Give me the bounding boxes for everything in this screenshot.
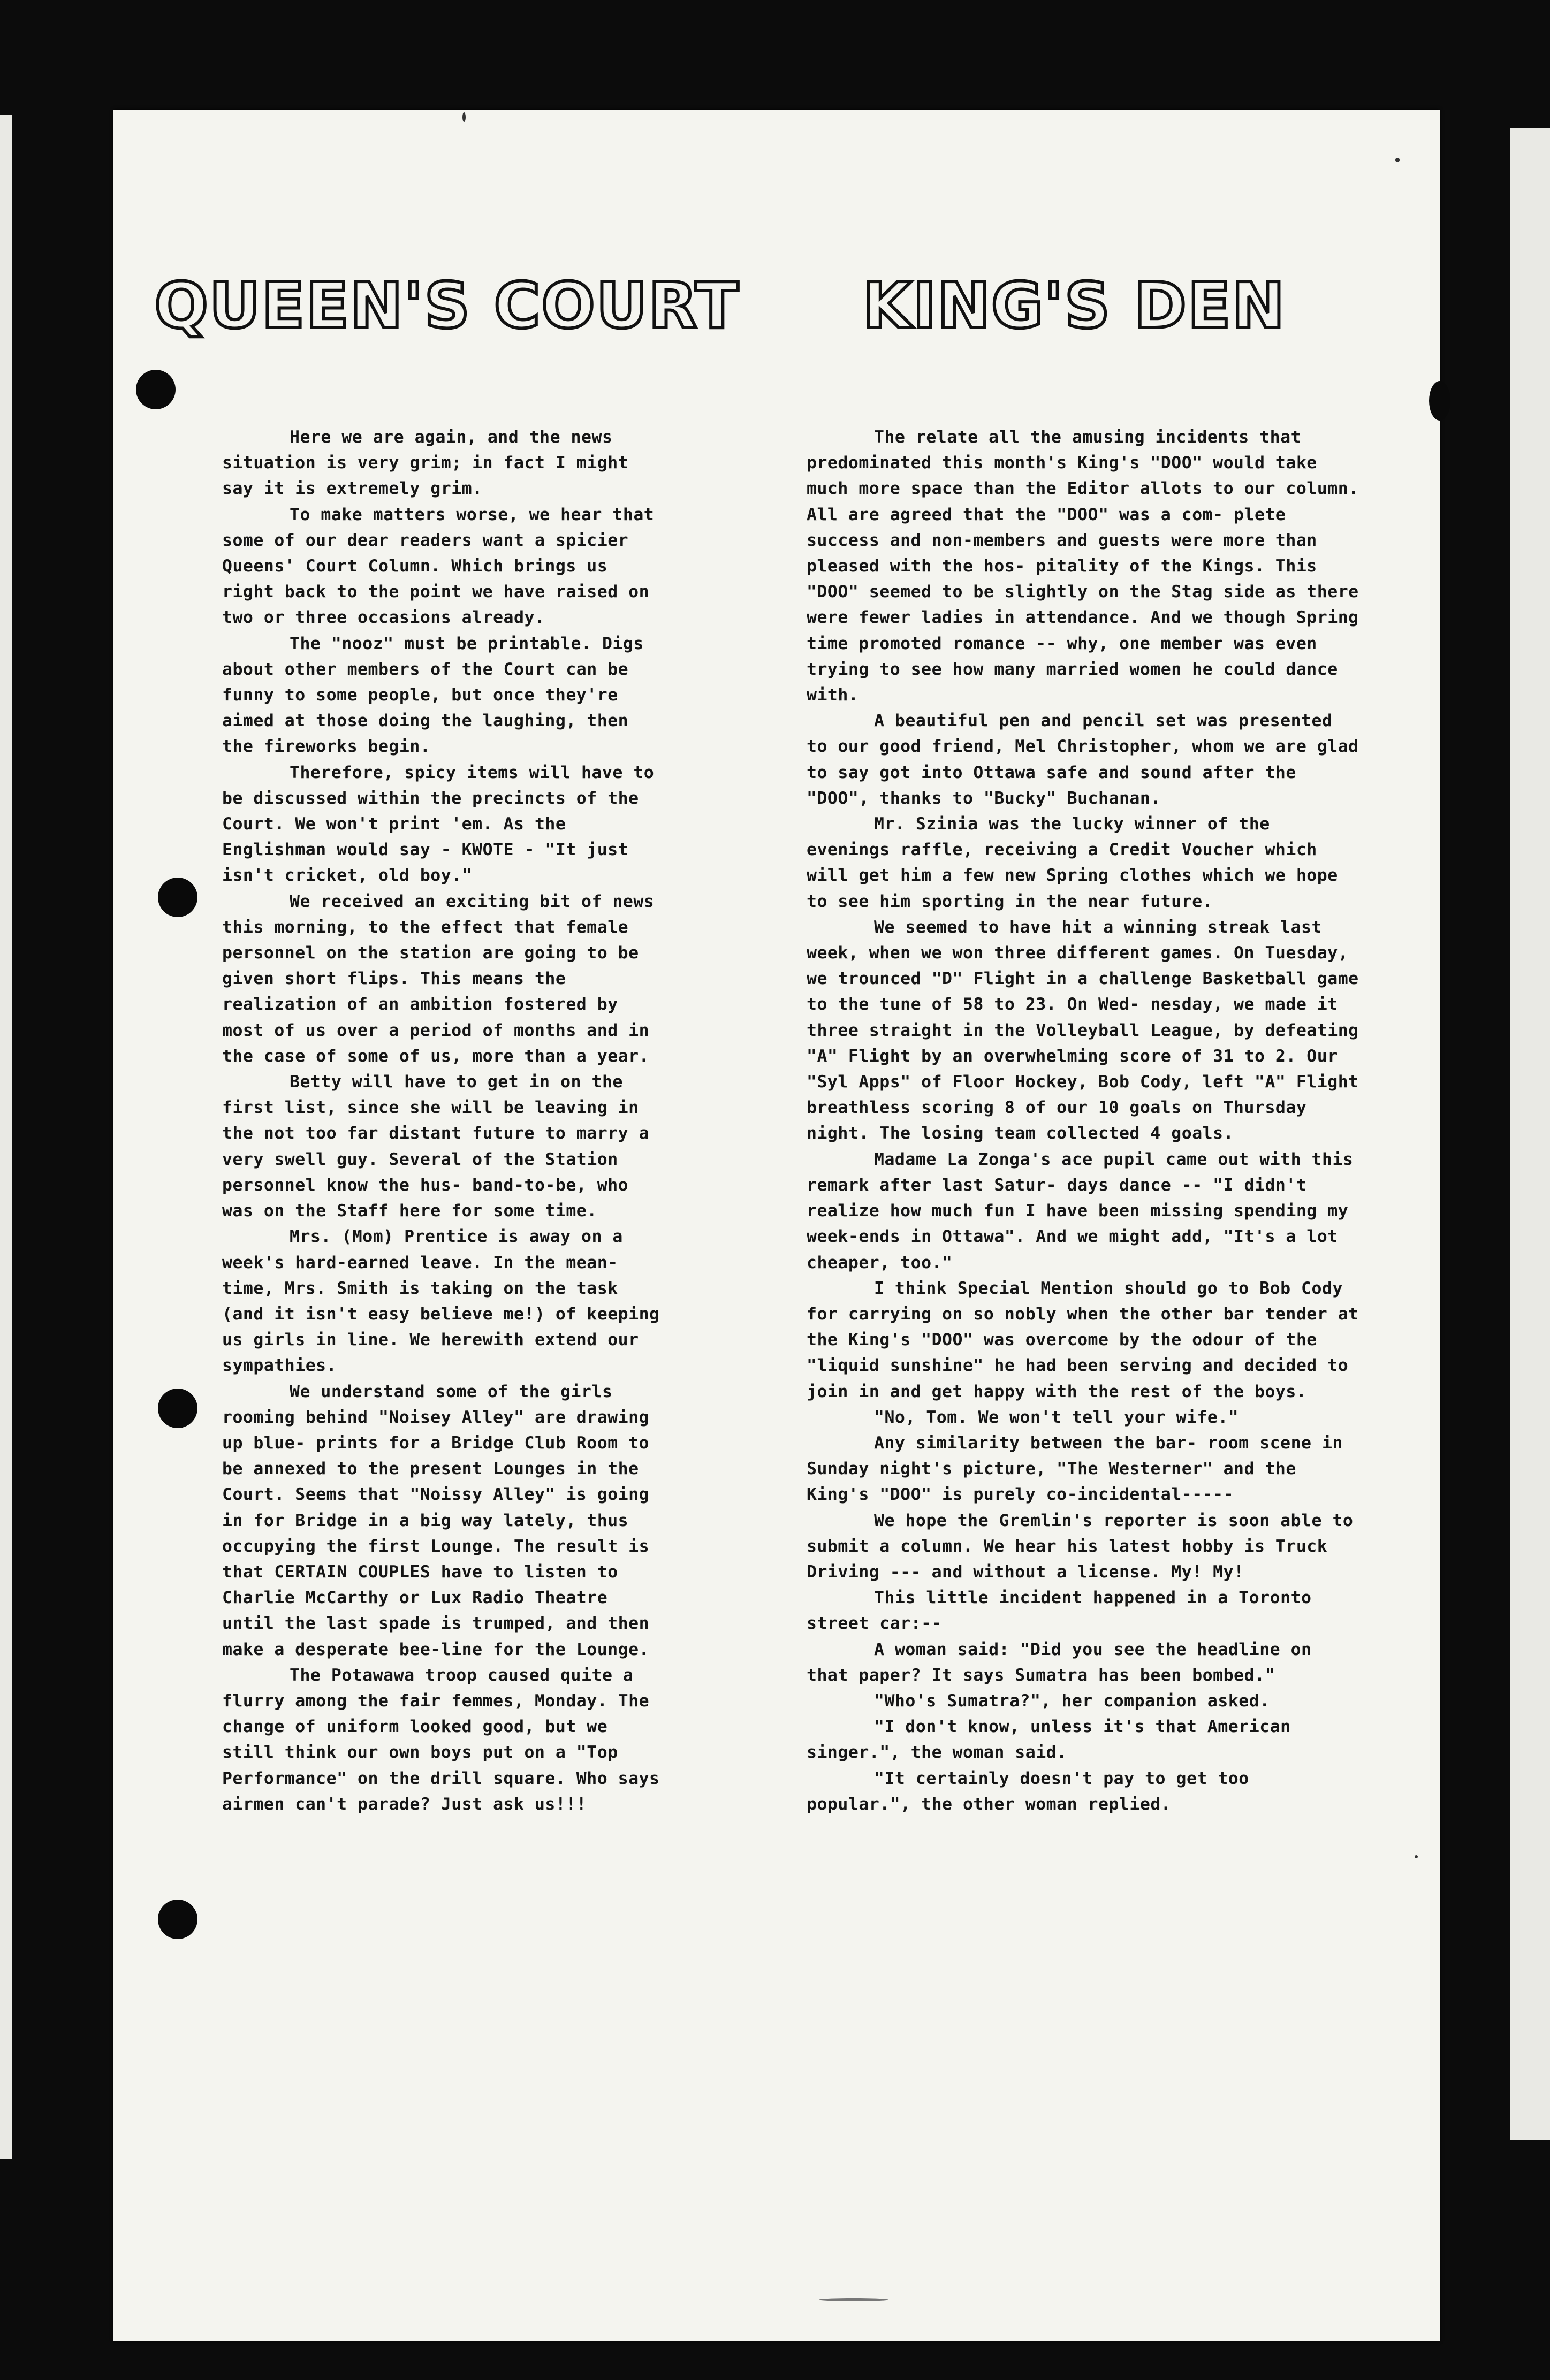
svg-text:QUEEN'S COURT: QUEEN'S COURT (154, 269, 740, 342)
queens-court-lettering (154, 228, 740, 378)
binder-hole (158, 1389, 197, 1428)
kings-den-paragraph: This little incident happened in a Toronto street car:-- (807, 1588, 1322, 1634)
kings-den-paragraph: We seemed to have hit a winning streak last week, when we won three different games. On Tuesday, we trounced "D" Flight in a challenge Basketball game to the tune of 58 to 23. On Wed- nesday, we made it three straight in the Volleyball League, by defeating "A" Flight by an overwhelming score of 31 to 2. Our "Syl Apps" of Floor Hockey, Bob Cody, left "A" Flight breathless scoring 8 of our 10 goals on Thursday night. The losing team collected 4 goals. (807, 917, 1370, 1143)
kings-den-paragraph: A beautiful pen and pencil set was presented to our good friend, Mel Christopher, whom we are glad to say got into Ottawa safe and sound after the "DOO", thanks to "Bucky" Buchanan. (807, 711, 1370, 808)
speck (819, 2298, 888, 2301)
speck (1395, 158, 1400, 162)
speck (1415, 1855, 1418, 1858)
right-page-edge (1510, 128, 1550, 2140)
binder-hole (158, 878, 197, 917)
kings-den-paragraph: "No, Tom. We won't tell your wife." (874, 1407, 1239, 1427)
queens-court-paragraph: The "nooz" must be printable. Digs about other members of the Court can be funny to some people, but once they're aimed at those doing the laughing, then the fireworks begin. (222, 634, 655, 757)
queens-court-paragraph: We understand some of the girls rooming behind "Noisey Alley" are drawing up blue- prints for a Bridge Club Room to be annexed to the present Lounges in the Court. Seems that "Noissy Alley" is going in for Bridge in a big way lately, thus occupying the first Lounge. The result is that CERTAIN COUPLES have to listen to Charlie McCarthy or Lux Radio Theatre until the last spade is trumped, and then make a desperate bee-line for the Lounge. (222, 1382, 660, 1659)
queens-court-heading (154, 228, 740, 378)
document-page (113, 110, 1440, 2341)
queens-court-paragraph: Here we are again, and the news situation is very grim; in fact I might say it is extremely grim. (222, 428, 639, 499)
kings-den-paragraph: Any similarity between the bar- room scene in Sunday night's picture, "The Westerner" and the King's "DOO" is purely co-incidental----- (807, 1433, 1354, 1505)
queens-court-paragraph: Therefore, spicy items will have to be discussed within the precincts of the Court. We won't print 'em. As the Englishman would say - KWOTE - "It just isn't cricket, old boy." (222, 762, 665, 886)
kings-den-paragraph: "It certainly doesn't pay to get too popular.", the other woman replied. (807, 1768, 1260, 1814)
kings-den-paragraph: Madame La Zonga's ace pupil came out with this remark after last Satur- days dance -- "I didn't realize how much fun I have been missing spending my week-ends in Ottawa". And we might add, "It's a lot cheaper, too." (807, 1149, 1364, 1272)
binder-hole (1429, 381, 1450, 421)
speck (462, 112, 466, 122)
kings-den-paragraph: I think Special Mention should go to Bob Cody for carrying on so nobly when the other bar tender at the King's "DOO" was overcome by the odour of the "liquid sunshine" he had been serving and decided to join in and get happy with the rest of the boys. (807, 1278, 1370, 1401)
queens-court-paragraph: We received an exciting bit of news this morning, to the effect that female personnel on the station are going to be given short flips. This means the realization of an ambition fostered by most of us over a period of months and in the case of some of us, more than a year. (222, 891, 665, 1066)
kings-den-heading (807, 228, 1342, 378)
queens-court-paragraph: Betty will have to get in on the first list, since she will be leaving in the not too far distant future to marry a very swell guy. Several of the Station personnel know the hus- band-to-be, who was on the Staff here for some time. (222, 1072, 660, 1221)
kings-den-column (807, 424, 1370, 2201)
left-page-edge (0, 115, 12, 2159)
kings-den-paragraph: "I don't know, unless it's that American singer.", the woman said. (807, 1717, 1302, 1763)
kings-den-paragraph: We hope the Gremlin's reporter is soon able to submit a column. We hear his latest hobby is Truck Driving --- and without a license. My! My! (807, 1511, 1364, 1582)
kings-den-lettering (807, 228, 1342, 378)
queens-court-paragraph: Mrs. (Mom) Prentice is away on a week's hard-earned leave. In the mean-time, Mrs. Smith is taking on the task (and it isn't easy believe me!) of keeping us girls in line. We herewith extend our sympathies. (222, 1227, 670, 1376)
binder-hole (136, 370, 176, 409)
binder-hole (158, 1900, 197, 1939)
queens-court-paragraph: To make matters worse, we hear that some of our dear readers want a spicier Queens' Court Column. Which brings us right back to the point we have raised on two or three occasions already. (222, 505, 665, 628)
queens-court-column (222, 424, 670, 2201)
kings-den-paragraph: Mr. Szinia was the lucky winner of the evenings raffle, receiving a Credit Voucher which will get him a few new Spring clothes which we hope to see him sporting in the near future. (807, 814, 1349, 911)
kings-den-paragraph: A woman said: "Did you see the headline on that paper? It says Sumatra has been bombed." (807, 1639, 1322, 1685)
queens-court-paragraph: The Potawawa troop caused quite a flurry among the fair femmes, Monday. The change of uniform looked good, but we still think our own boys put on a "Top Performance" on the drill square. Who says airmen can't parade? Just ask us!!! (222, 1665, 670, 1814)
kings-den-paragraph: The relate all the amusing incidents that predominated this month's King's "DOO" would take much more space than the Editor allots to our column. All are agreed that the "DOO" was a com- plete success and non-members and guests were more than pleased with the hos- pitality of the Kings. This "DOO" seemed to be slightly on the Stag side as there were fewer ladies in attendance. And we though Spring time promoted romance -- why, one member was even trying to see how many married women he could dance with. (807, 428, 1370, 705)
kings-den-paragraph: "Who's Sumatra?", her companion asked. (874, 1691, 1270, 1711)
svg-text:KING'S DEN: KING'S DEN (862, 269, 1286, 342)
